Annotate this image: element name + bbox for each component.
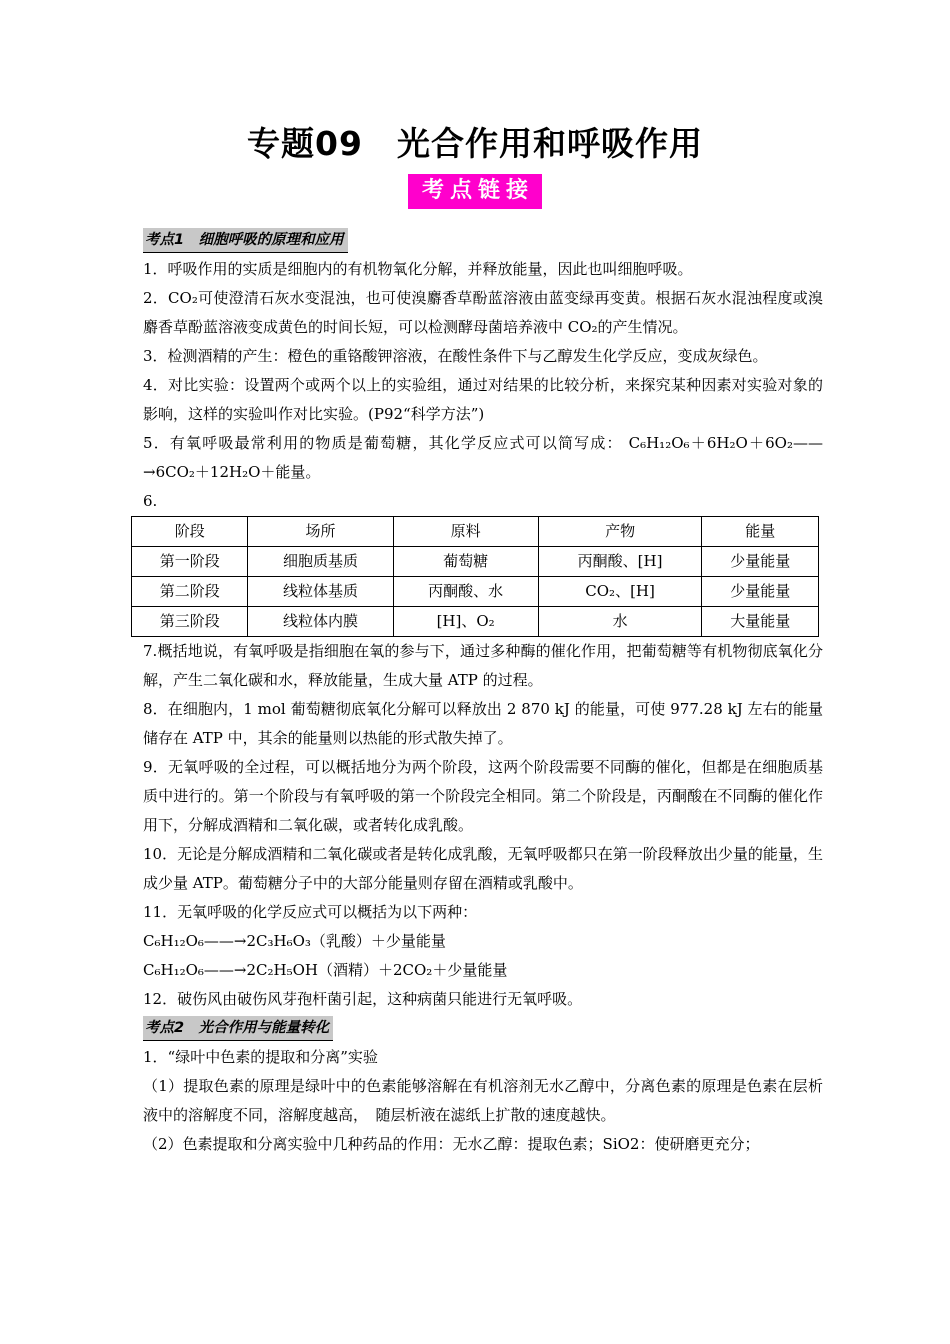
paragraph: 8．在细胞内，1 mol 葡萄糖彻底氧化分解可以释放出 2 870 kJ 的能量，可使 977.28 kJ 左右的能量储存在 ATP 中，其余的能量则以热能的形式散失掉了。	[143, 700, 823, 747]
paragraph: 1．呼吸作用的实质是细胞内的有机物氧化分解，并释放能量，因此也叫细胞呼吸。	[143, 260, 693, 278]
table-header-cell: 产物	[538, 517, 702, 547]
table-cell: 少量能量	[702, 547, 819, 577]
heading-topic-2: 考点2 光合作用与能量转化	[143, 1016, 333, 1041]
table-header-cell: 场所	[248, 517, 393, 547]
table-row	[132, 577, 819, 607]
section-badge: 考点链接	[408, 174, 542, 209]
table-header-cell: 原料	[393, 517, 538, 547]
paragraph: 5．有氧呼吸最常利用的物质是葡萄糖，其化学反应式可以简写成： C₆H₁₂O₆＋6H₂O＋6O₂——→6CO₂＋12H₂O＋能量。	[143, 434, 823, 481]
table-cell: 丙酮酸、水	[393, 577, 538, 607]
heading-topic-1: 考点1 细胞呼吸的原理和应用	[143, 228, 348, 253]
paragraph: 6.	[143, 492, 158, 510]
paragraph: 11．无氧呼吸的化学反应式可以概括为以下两种：	[143, 903, 478, 921]
equation-alcohol: C₆H₁₂O₆——→2C₂H₅OH（酒精）＋2CO₂＋少量能量	[143, 961, 508, 979]
paragraph: 9．无氧呼吸的全过程，可以概括地分为两个阶段，这两个阶段需要不同酶的催化，但都是在细胞质基质中进行的。第一个阶段与有氧呼吸的第一个阶段完全相同。第二个阶段是，丙酮酸在不同酶的催化作用下，分解成酒精和二氧化碳，或者转化成乳酸。	[143, 758, 823, 834]
table-cell: [H]、O₂	[393, 607, 538, 637]
paragraph: 7.概括地说，有氧呼吸是指细胞在氧的参与下，通过多种酶的催化作用，把葡萄糖等有机物彻底氧化分解，产生二氧化碳和水，释放能量，生成大量 ATP 的过程。	[143, 642, 823, 689]
table-cell: CO₂、[H]	[538, 577, 702, 607]
table-row	[132, 547, 819, 577]
page-title: 专题09 光合作用和呼吸作用	[247, 124, 703, 163]
table-row	[132, 607, 819, 637]
table-cell: 第三阶段	[132, 607, 248, 637]
table-cell: 大量能量	[702, 607, 819, 637]
equation-lactic: C₆H₁₂O₆——→2C₃H₆O₃（乳酸）＋少量能量	[143, 932, 446, 950]
table-header-cell: 能量	[702, 517, 819, 547]
respiration-stages-table	[131, 516, 819, 637]
table-cell: 丙酮酸、[H]	[538, 547, 702, 577]
table-header-row	[132, 517, 819, 547]
table-cell: 线粒体基质	[248, 577, 393, 607]
paragraph: 1．“绿叶中色素的提取和分离”实验	[143, 1048, 378, 1066]
table-cell: 少量能量	[702, 577, 819, 607]
paragraph: 3．检测酒精的产生：橙色的重铬酸钾溶液，在酸性条件下与乙醇发生化学反应，变成灰绿色。	[143, 347, 768, 365]
main-content	[143, 226, 823, 1159]
paragraph: （1）提取色素的原理是绿叶中的色素能够溶解在有机溶剂无水乙醇中，分离色素的原理是色素在层析液中的溶解度不同，溶解度越高， 随层析液在滤纸上扩散的速度越快。	[143, 1077, 823, 1124]
table-header-cell: 阶段	[132, 517, 248, 547]
table-cell: 第一阶段	[132, 547, 248, 577]
table-cell: 葡萄糖	[393, 547, 538, 577]
table-cell: 水	[538, 607, 702, 637]
paragraph: 4．对比实验：设置两个或两个以上的实验组，通过对结果的比较分析，来探究某种因素对实验对象的影响，这样的实验叫作对比实验。(P92“科学方法”)	[143, 376, 823, 423]
paragraph: 12．破伤风由破伤风芽孢杆菌引起，这种病菌只能进行无氧呼吸。	[143, 990, 583, 1008]
table-cell: 细胞质基质	[248, 547, 393, 577]
paragraph: 10．无论是分解成酒精和二氧化碳或者是转化成乳酸，无氧呼吸都只在第一阶段释放出少量的能量，生成少量 ATP。葡萄糖分子中的大部分能量则存留在酒精或乳酸中。	[143, 845, 823, 892]
table-cell: 线粒体内膜	[248, 607, 393, 637]
paragraph: （2）色素提取和分离实验中几种药品的作用：无水乙醇：提取色素；SiO2：使研磨更充分；	[143, 1135, 760, 1153]
paragraph: 2．CO₂可使澄清石灰水变混浊，也可使溴麝香草酚蓝溶液由蓝变绿再变黄。根据石灰水混浊程度或溴麝香草酚蓝溶液变成黄色的时间长短，可以检测酵母菌培养液中 CO₂的产生情况。	[143, 289, 823, 336]
table-cell: 第二阶段	[132, 577, 248, 607]
